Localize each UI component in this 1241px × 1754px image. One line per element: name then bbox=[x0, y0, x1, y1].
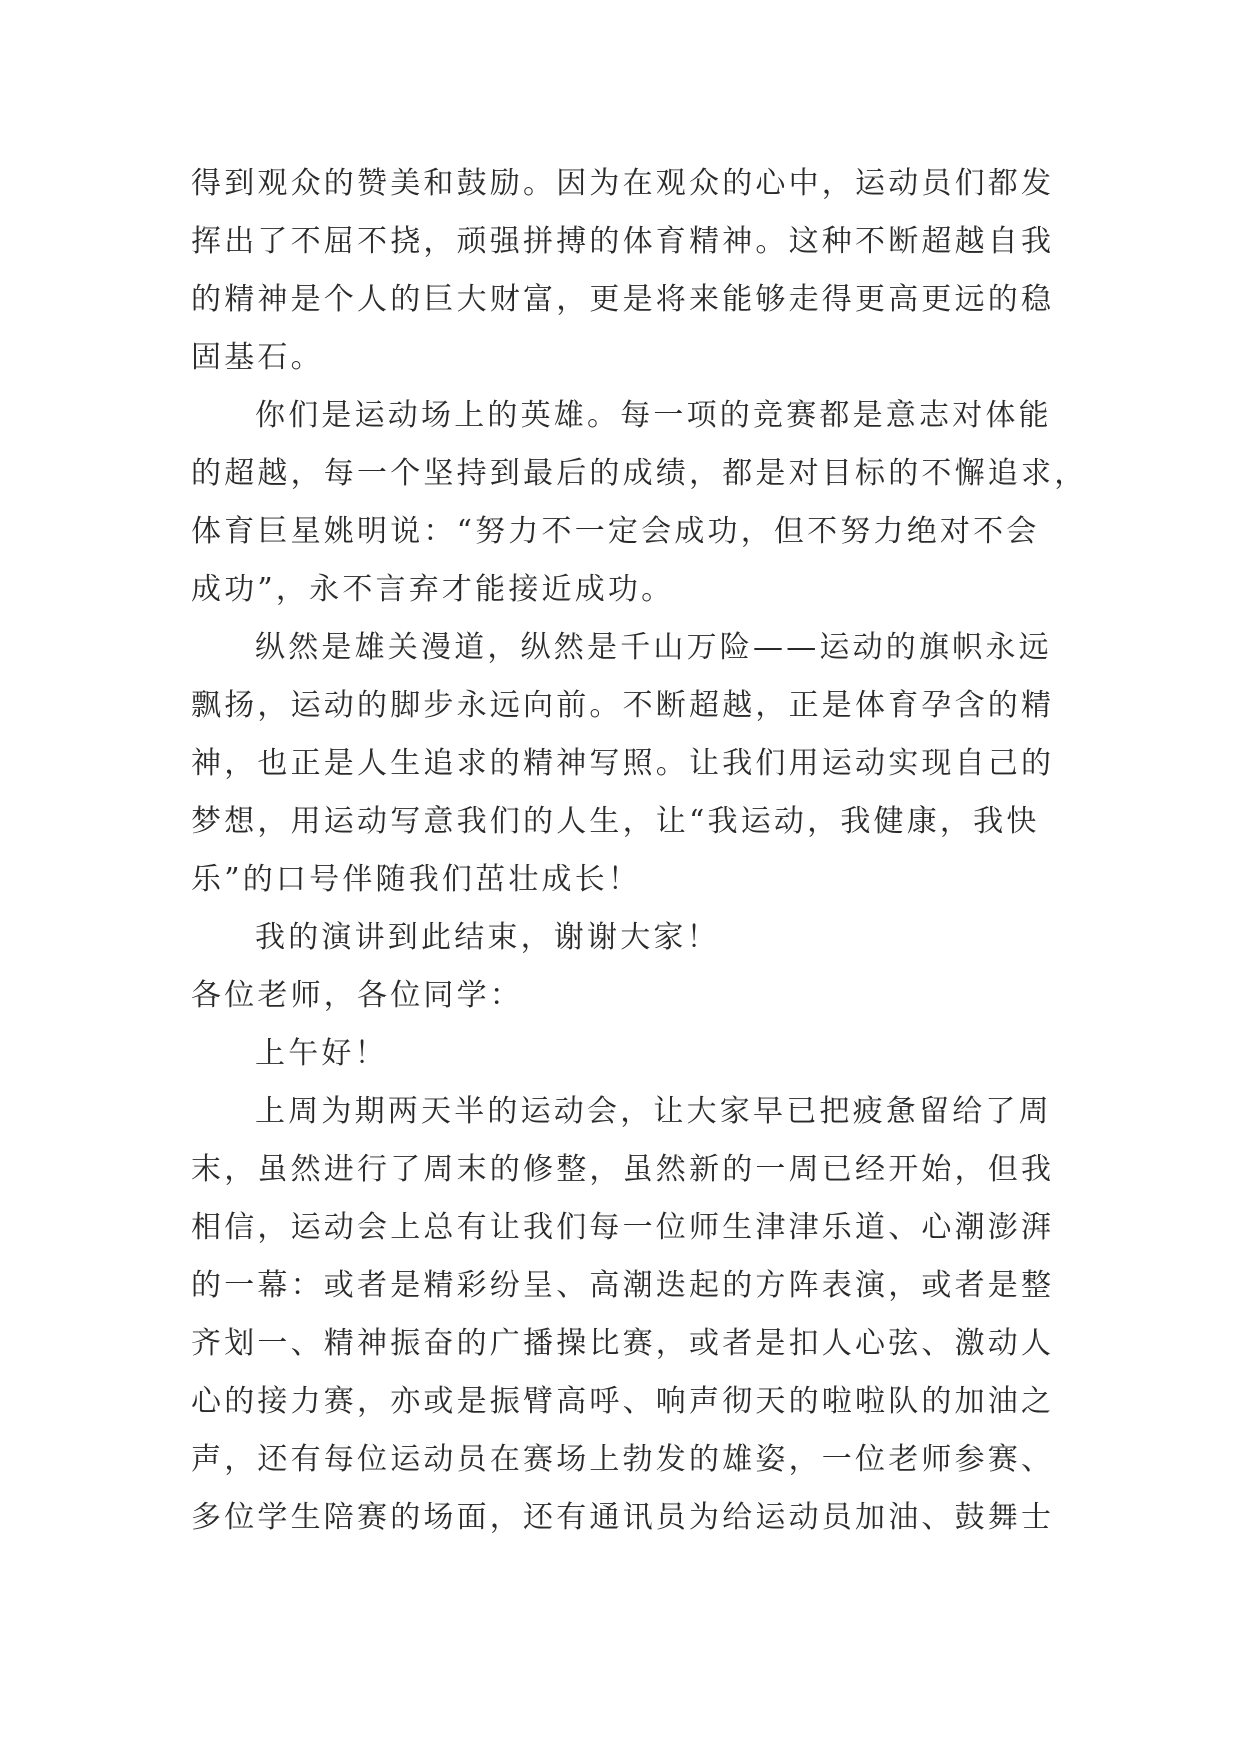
text-line: 相信，运动会上总有让我们每一位师生津津乐道、心潮澎湃 bbox=[191, 1210, 1055, 1245]
text-line: 成功”，永不言弃才能接近成功。 bbox=[191, 572, 675, 607]
body-text bbox=[191, 155, 1088, 1547]
text-line: 声，还有每位运动员在赛场上勃发的雄姿，一位老师参赛、 bbox=[191, 1442, 1055, 1477]
text-line: 末，虽然进行了周末的修整，虽然新的一周已经开始，但我 bbox=[191, 1152, 1055, 1187]
text-line: 纵然是雄关漫道，纵然是千山万险——运动的旗帜永远 bbox=[255, 630, 1052, 665]
text-line: 飘扬，运动的脚步永远向前。不断超越，正是体育孕含的精 bbox=[191, 688, 1055, 723]
text-line: 得到观众的赞美和鼓励。因为在观众的心中，运动员们都发 bbox=[191, 166, 1055, 201]
text-line: 你们是运动场上的英雄。每一项的竞赛都是意志对体能 bbox=[255, 398, 1052, 433]
text-line: 的精神是个人的巨大财富，更是将来能够走得更高更远的稳 bbox=[191, 282, 1055, 317]
text-line: 挥出了不屈不挠，顽强拼搏的体育精神。这种不断超越自我 bbox=[191, 224, 1055, 259]
text-line: 的一幕：或者是精彩纷呈、高潮迭起的方阵表演，或者是整 bbox=[191, 1268, 1055, 1303]
text-line: 各位老师，各位同学： bbox=[191, 978, 523, 1013]
text-line: 多位学生陪赛的场面，还有通讯员为给运动员加油、鼓舞士 bbox=[191, 1500, 1055, 1535]
text-line: 梦想，用运动写意我们的人生，让“我运动，我健康，我快 bbox=[191, 804, 1040, 839]
text-line: 体育巨星姚明说：“努力不一定会成功，但不努力绝对不会 bbox=[191, 514, 1040, 549]
text-line: 上周为期两天半的运动会，让大家早已把疲惫留给了周 bbox=[255, 1094, 1052, 1129]
text-line: 齐划一、精神振奋的广播操比赛，或者是扣人心弦、激动人 bbox=[191, 1326, 1055, 1361]
text-line: 上午好！ bbox=[255, 1036, 388, 1071]
text-line: 固基石。 bbox=[191, 340, 324, 375]
text-line: 神，也正是人生追求的精神写照。让我们用运动实现自己的 bbox=[191, 746, 1055, 781]
text-line: 乐”的口号伴随我们茁壮成长！ bbox=[191, 862, 642, 897]
text-line: 心的接力赛，亦或是振臂高呼、响声彻天的啦啦队的加油之 bbox=[191, 1384, 1055, 1419]
text-line: 我的演讲到此结束，谢谢大家！ bbox=[255, 920, 720, 955]
text-line: 的超越，每一个坚持到最后的成绩，都是对目标的不懈追求， bbox=[191, 456, 1088, 491]
